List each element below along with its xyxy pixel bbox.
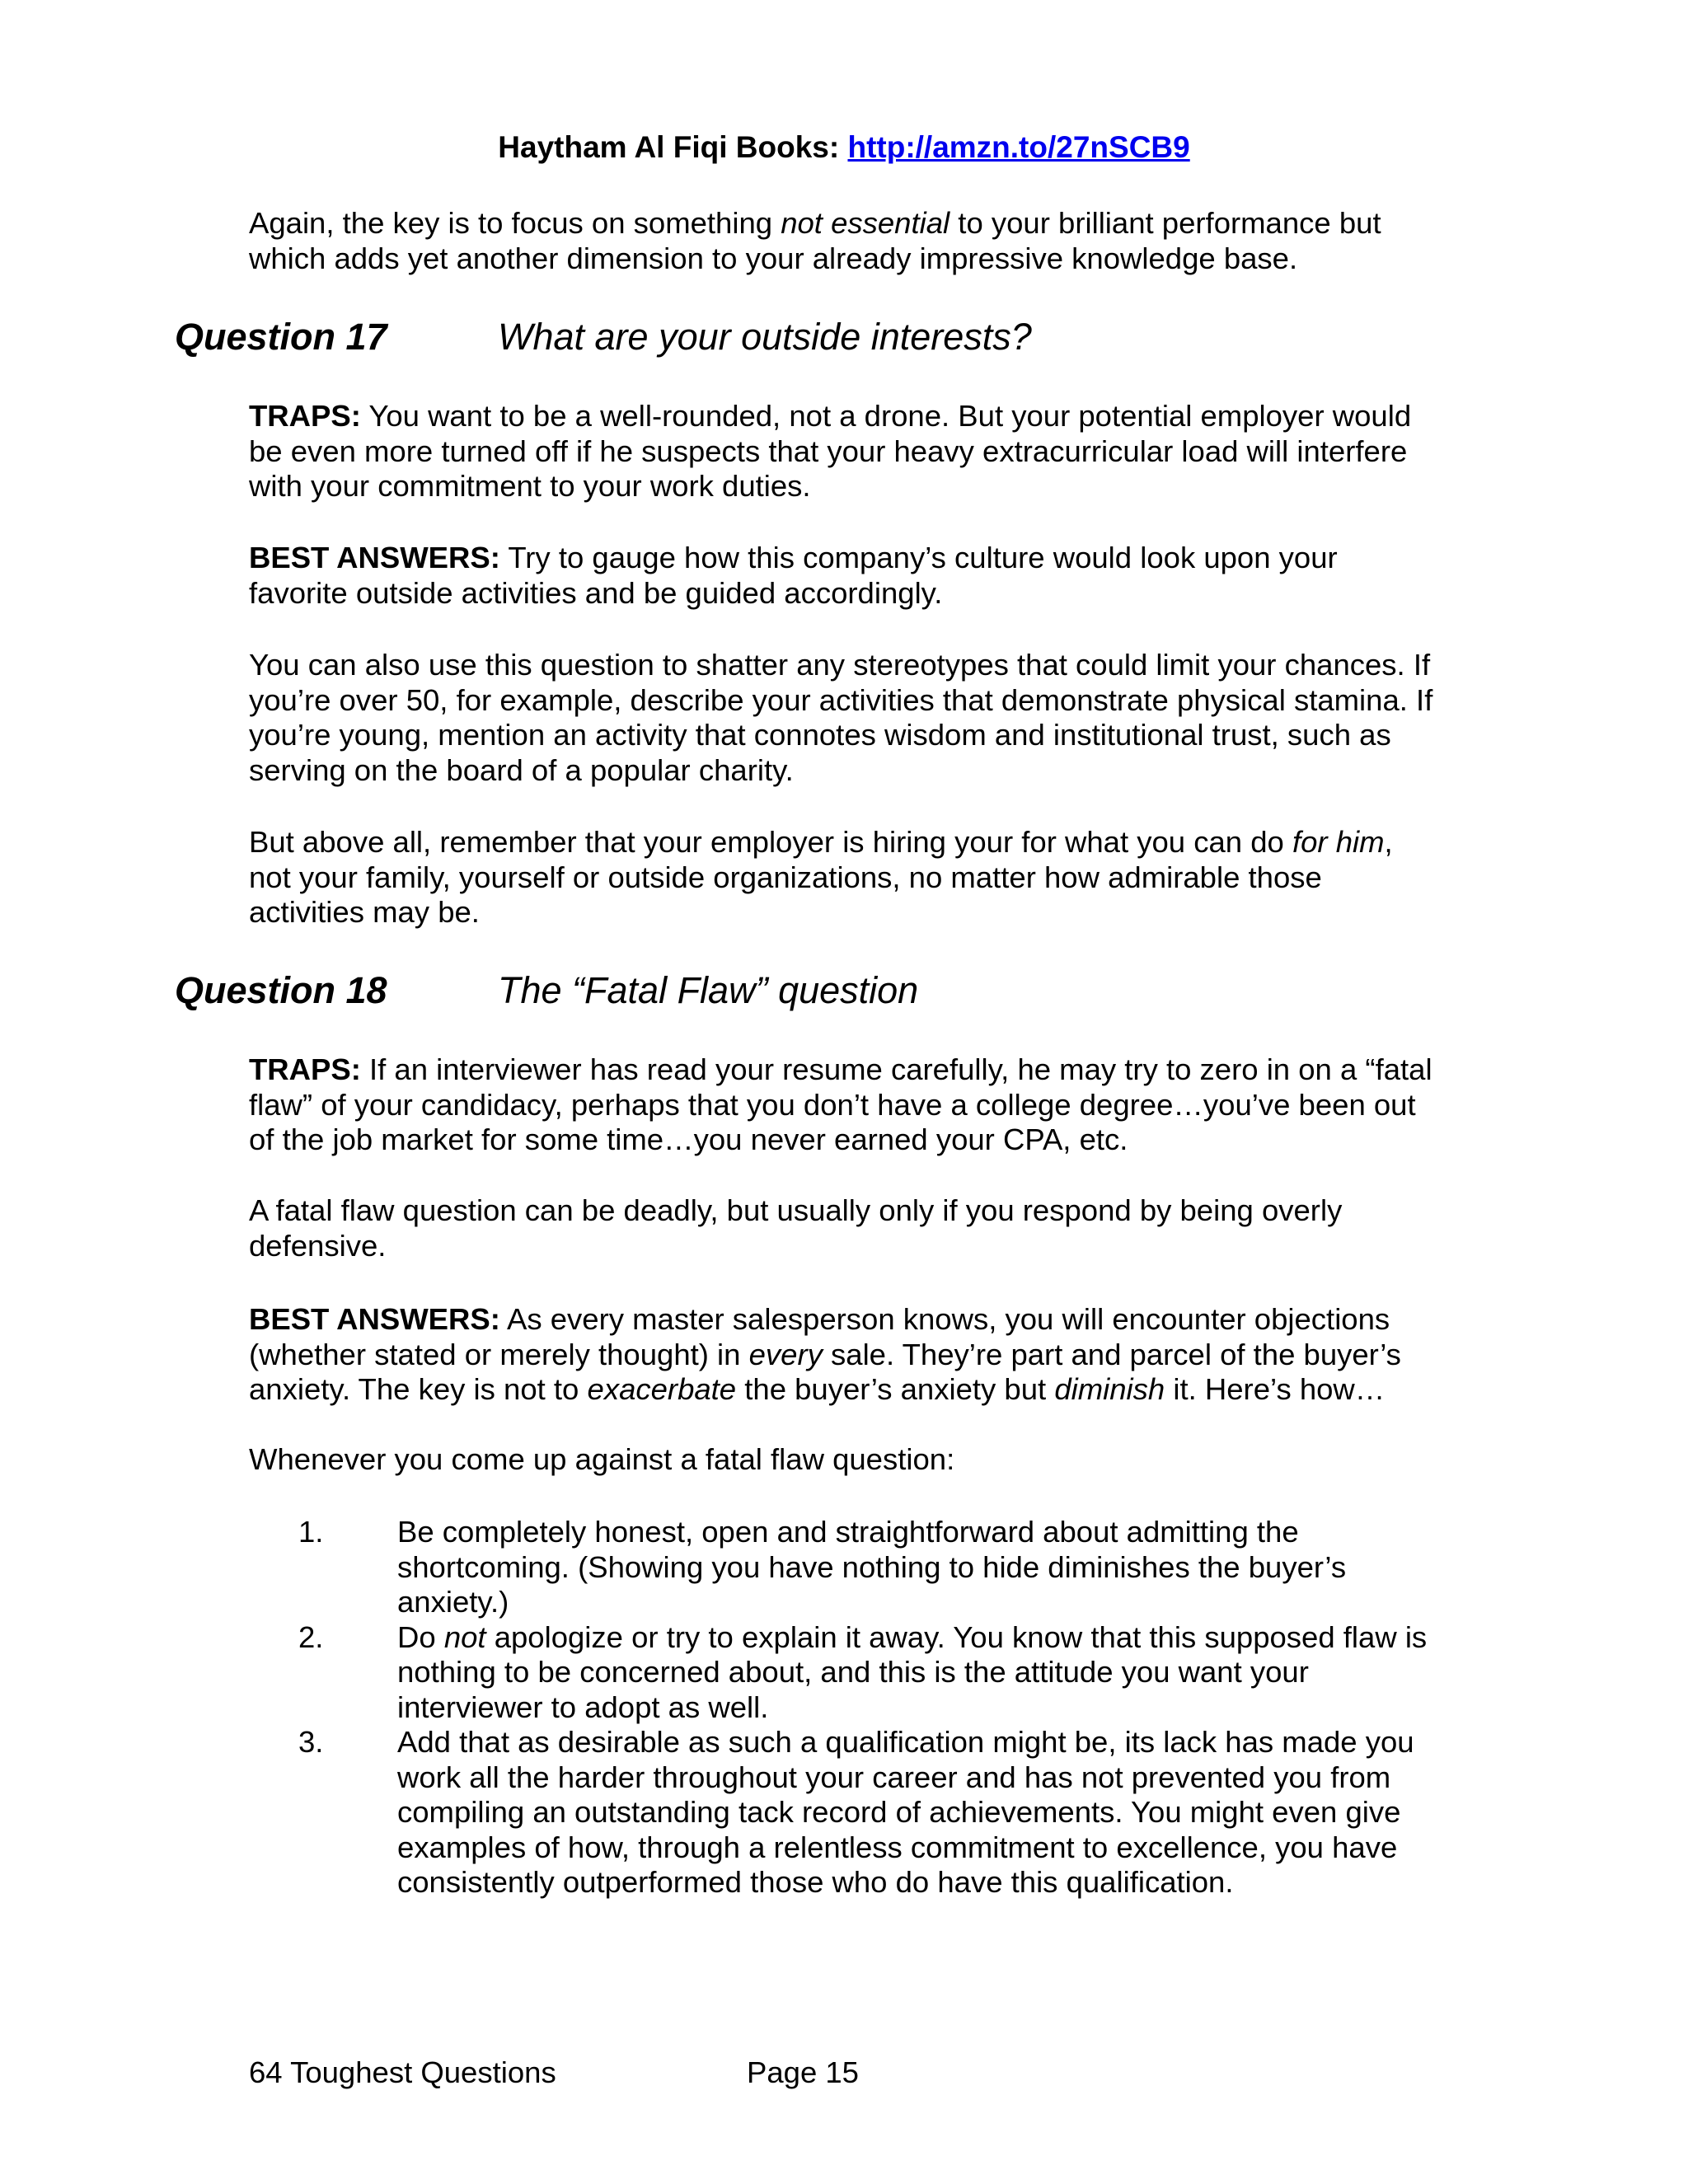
q18-fatal-flaw-paragraph: A fatal flaw question can be deadly, but usually only if you respond by being overly defensive. <box>249 1193 1343 1263</box>
q18-whenever-paragraph: Whenever you come up against a fatal flaw question: <box>249 1442 955 1476</box>
q18-best-emphasis-3: diminish <box>1054 1372 1165 1406</box>
intro-emphasis: not essential <box>781 206 950 240</box>
intro-paragraph <box>249 206 1436 276</box>
q17-para3-emphasis: for him <box>1292 825 1385 859</box>
question-18-title: The “Fatal Flaw” question <box>498 969 919 1011</box>
q18-best-emphasis-2: exacerbate <box>587 1372 737 1406</box>
list-item-text <box>397 1620 1452 1726</box>
q18-best-label: BEST ANSWERS: <box>249 1302 500 1336</box>
list-item-number: 2. <box>298 1619 324 1654</box>
list-item-text: Add that as desirable as such a qualification might be, its lack has made you work all the harder throughout your career and has not prevented you from compiling an outstanding tack record of achievements. You might even give examples of how, through a relentless commitment to excellence, you have consistently outperformed those who do have this qualification. <box>397 1725 1414 1899</box>
list-item-number: 1. <box>298 1515 324 1549</box>
question-17-title: What are your outside interests? <box>498 316 1032 358</box>
q18-best-text-3: the buyer’s anxiety but <box>736 1372 1055 1406</box>
q18-traps-label: TRAPS: <box>249 1052 361 1086</box>
header-link[interactable]: http://amzn.to/27nSCB9 <box>847 130 1190 164</box>
q17-traps-text: You want to be a well-rounded, not a drone. But your potential employer would be even more turned off if he suspects that your heavy extracurricular load will interfere with your commitment to your work duties. <box>249 399 1412 503</box>
q17-traps-label: TRAPS: <box>249 399 361 433</box>
q18-best-text-1: As every master salesperson knows, you will encounter objections (whether stated or merely thought) in <box>249 1302 1390 1371</box>
q17-traps-paragraph <box>249 399 1436 504</box>
footer-page-number: Page 15 <box>747 2055 859 2089</box>
list-item-text: Be completely honest, open and straightforward about admitting the shortcoming. (Showing you have nothing to hide diminishes the buyer’s anxiety.) <box>397 1515 1347 1619</box>
question-17-heading <box>175 316 1032 359</box>
header-label: Haytham Al Fiqi Books: <box>498 130 848 164</box>
q18-best-text-4: it. Here’s how… <box>1165 1372 1386 1406</box>
list-item-text-1: Do <box>397 1619 444 1654</box>
q17-best-answers-paragraph <box>249 541 1436 611</box>
list-item-number: 3. <box>298 1725 324 1759</box>
question-17-number: Question 17 <box>175 316 387 358</box>
list-item <box>249 1620 1452 1726</box>
footer-title: 64 Toughest Questions <box>249 2055 556 2089</box>
q18-best-text-2: sale. They’re part and parcel of the buyer’s anxiety. The key is not to <box>249 1337 1401 1406</box>
intro-text-2: to your brilliant performance but which adds yet another dimension to your already impressive knowledge base. <box>249 206 1381 275</box>
q17-para3-text-1: But above all, remember that your employer is hiring your for what you can do <box>249 825 1292 859</box>
q17-best-label: BEST ANSWERS: <box>249 541 500 574</box>
list-item-emphasis: not <box>443 1619 486 1654</box>
q17-stereotypes-paragraph: You can also use this question to shatter any stereotypes that could limit your chances. If you’re over 50, for example, describe your activities that demonstrate physical stamina. If you’re young, mention an activity that connotes wisdom and institutional trust, such as serving on the board of a popular charity. <box>249 648 1433 787</box>
page-footer <box>249 2055 859 2090</box>
list-item-text-2: apologize or try to explain it away. You know that this supposed flaw is nothing to be concerned about, and this is the attitude you want your interviewer to adopt as well. <box>397 1619 1428 1724</box>
question-18-number: Question 18 <box>175 969 387 1011</box>
page-header <box>0 130 1688 165</box>
list-item <box>249 1725 1452 1900</box>
list-item <box>249 1515 1452 1620</box>
question-18-heading <box>175 969 918 1012</box>
q18-best-emphasis-1: every <box>748 1337 823 1371</box>
q17-best-text: Try to gauge how this company’s culture would look upon your favorite outside activities and be guided accordingly. <box>249 541 1338 610</box>
q17-employer-paragraph <box>249 825 1436 930</box>
q18-traps-text: If an interviewer has read your resume carefully, he may try to zero in on a “fatal flaw” of your candidacy, perhaps that you don’t have a college degree…you’ve been out of the job market for some time…you never earned your CPA, etc. <box>249 1052 1432 1156</box>
fatal-flaw-steps-list <box>249 1515 1452 1900</box>
q17-para3-text-2: , not your family, yourself or outside organizations, no matter how admirable those activities may be. <box>249 825 1393 929</box>
q18-traps-paragraph <box>249 1052 1436 1158</box>
q18-best-answers-paragraph <box>249 1302 1436 1408</box>
intro-text-1: Again, the key is to focus on something <box>249 206 781 240</box>
